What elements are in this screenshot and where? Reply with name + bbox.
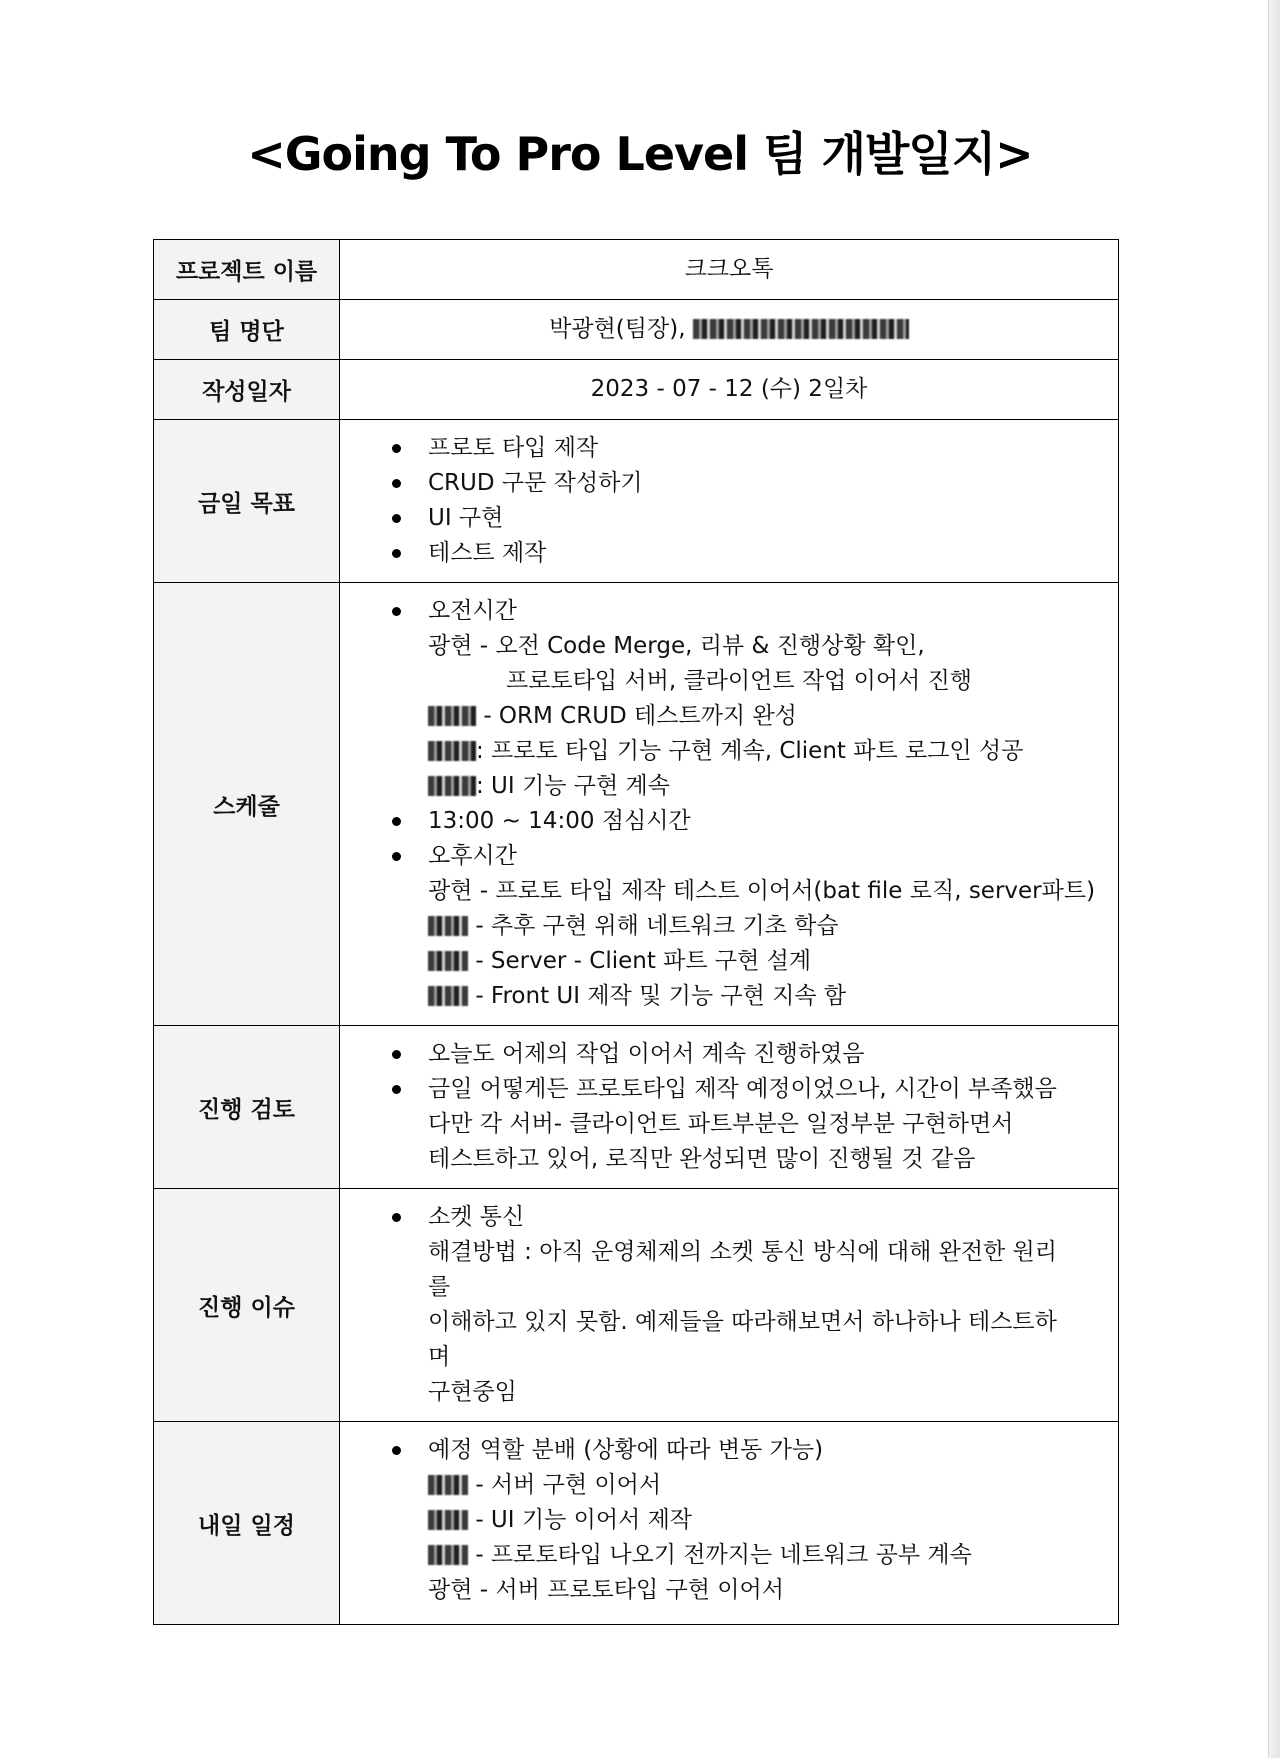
schedule-line: 프로토타입 서버, 클라이언트 작업 이어서 진행 bbox=[506, 668, 973, 694]
list-item bbox=[428, 1200, 1074, 1410]
redacted-name bbox=[428, 951, 468, 971]
afternoon-title: 오후시간 bbox=[428, 843, 517, 869]
row-tomorrow bbox=[154, 1422, 1119, 1625]
review-line: 다만 각 서버- 클라이언트 파트부분은 일정부분 구현하면서 bbox=[428, 1111, 1014, 1137]
schedule-line: 광현 - 프로토 타입 제작 테스트 이어서(bat file 로직, server파트) bbox=[428, 878, 1096, 904]
page-edge bbox=[1268, 0, 1280, 1758]
team-label: 팀 명단 bbox=[154, 300, 340, 360]
lunch-item: 13:00 ~ 14:00 점심시간 bbox=[428, 804, 1074, 839]
issue-value bbox=[340, 1189, 1119, 1422]
list-item: 테스트 제작 bbox=[428, 536, 1074, 571]
list-item bbox=[428, 1072, 1074, 1177]
page-title: <Going To Pro Level 팀 개발일지> bbox=[247, 127, 1033, 181]
redacted-name bbox=[428, 1545, 468, 1565]
project-value: 크크오톡 bbox=[340, 240, 1119, 300]
schedule-line-text: - Server - Client 파트 구현 설계 bbox=[475, 948, 812, 974]
redacted-name bbox=[428, 986, 468, 1006]
schedule-line bbox=[428, 909, 1074, 944]
team-value bbox=[340, 300, 1119, 360]
tomorrow-title: 예정 역할 분배 (상황에 따라 변동 가능) bbox=[428, 1437, 824, 1463]
schedule-list bbox=[428, 594, 1096, 1014]
tomorrow-line-text: - UI 기능 이어서 제작 bbox=[475, 1507, 692, 1533]
redacted-name bbox=[428, 706, 476, 726]
goals-label: 금일 목표 bbox=[154, 420, 340, 583]
redacted-name bbox=[428, 916, 468, 936]
redacted-names bbox=[693, 319, 909, 339]
schedule-line-text: : 프로토 타입 기능 구현 계속, Client 파트 로그인 성공 bbox=[476, 738, 1024, 764]
date-value: 2023 - 07 - 12 (수) 2일차 bbox=[340, 360, 1119, 420]
schedule-line bbox=[428, 734, 1074, 769]
dev-log-table bbox=[153, 239, 1119, 1625]
issue-line: 이해하고 있지 못함. 예제들을 따라해보면서 하나하나 테스트하며 bbox=[428, 1309, 1057, 1370]
list-item: 프로토 타입 제작 bbox=[428, 431, 1074, 466]
project-label: 프로젝트 이름 bbox=[154, 240, 340, 300]
tomorrow-line-text: - 서버 구현 이어서 bbox=[475, 1472, 662, 1498]
redacted-name bbox=[428, 1475, 468, 1495]
afternoon-section bbox=[428, 839, 1096, 1014]
tomorrow-line bbox=[428, 1538, 1074, 1573]
schedule-line-text: - Front UI 제작 및 기능 구현 지속 함 bbox=[475, 983, 847, 1009]
list-item: CRUD 구문 작성하기 bbox=[428, 466, 1074, 501]
review-list bbox=[428, 1037, 1074, 1177]
list-item bbox=[428, 1433, 1074, 1608]
issue-list bbox=[428, 1200, 1074, 1410]
schedule-line-text: : UI 기능 구현 계속 bbox=[476, 773, 670, 799]
schedule-label: 스케줄 bbox=[154, 583, 340, 1026]
schedule-line: 광현 - 오전 Code Merge, 리뷰 & 진행상황 확인, bbox=[428, 633, 925, 659]
row-date bbox=[154, 360, 1119, 420]
row-schedule bbox=[154, 583, 1119, 1026]
review-line: 금일 어떻게든 프로토타입 제작 예정이었으나, 시간이 부족했음 bbox=[428, 1076, 1057, 1102]
tomorrow-line bbox=[428, 1503, 1074, 1538]
schedule-line-text: - ORM CRUD 테스트까지 완성 bbox=[483, 703, 797, 729]
row-team bbox=[154, 300, 1119, 360]
review-line: 테스트하고 있어, 로직만 완성되면 많이 진행될 것 같음 bbox=[428, 1146, 976, 1172]
schedule-line bbox=[428, 979, 1074, 1014]
schedule-line bbox=[428, 944, 1074, 979]
tomorrow-line-text: - 프로토타입 나오기 전까지는 네트워크 공부 계속 bbox=[475, 1542, 972, 1568]
row-goals bbox=[154, 420, 1119, 583]
issue-title: 소켓 통신 bbox=[428, 1204, 525, 1230]
morning-section bbox=[428, 594, 1074, 804]
tomorrow-line bbox=[428, 1468, 1074, 1503]
date-label: 작성일자 bbox=[154, 360, 340, 420]
issue-line: 구현중임 bbox=[428, 1379, 517, 1405]
tomorrow-list bbox=[428, 1433, 1074, 1608]
list-item: UI 구현 bbox=[428, 501, 1074, 536]
team-leader: 박광현(팀장), bbox=[549, 316, 693, 342]
row-review bbox=[154, 1026, 1119, 1189]
tomorrow-line: 광현 - 서버 프로토타입 구현 이어서 bbox=[428, 1577, 784, 1603]
goals-value bbox=[340, 420, 1119, 583]
issue-line: 해결방법 : 아직 운영체제의 소켓 통신 방식에 대해 완전한 원리를 bbox=[428, 1239, 1057, 1300]
morning-title: 오전시간 bbox=[428, 598, 517, 624]
review-value bbox=[340, 1026, 1119, 1189]
row-issue bbox=[154, 1189, 1119, 1422]
schedule-line bbox=[428, 699, 1074, 734]
issue-label: 진행 이슈 bbox=[154, 1189, 340, 1422]
review-label: 진행 검토 bbox=[154, 1026, 340, 1189]
redacted-name bbox=[428, 776, 476, 796]
row-project bbox=[154, 240, 1119, 300]
tomorrow-label: 내일 일정 bbox=[154, 1422, 340, 1625]
tomorrow-value bbox=[340, 1422, 1119, 1625]
schedule-value bbox=[340, 583, 1119, 1026]
schedule-line bbox=[428, 769, 1074, 804]
redacted-name bbox=[428, 741, 476, 761]
goals-list bbox=[428, 431, 1074, 571]
list-item: 오늘도 어제의 작업 이어서 계속 진행하였음 bbox=[428, 1037, 1074, 1072]
redacted-name bbox=[428, 1510, 468, 1530]
schedule-line-text: - 추후 구현 위해 네트워크 기초 학습 bbox=[475, 913, 839, 939]
